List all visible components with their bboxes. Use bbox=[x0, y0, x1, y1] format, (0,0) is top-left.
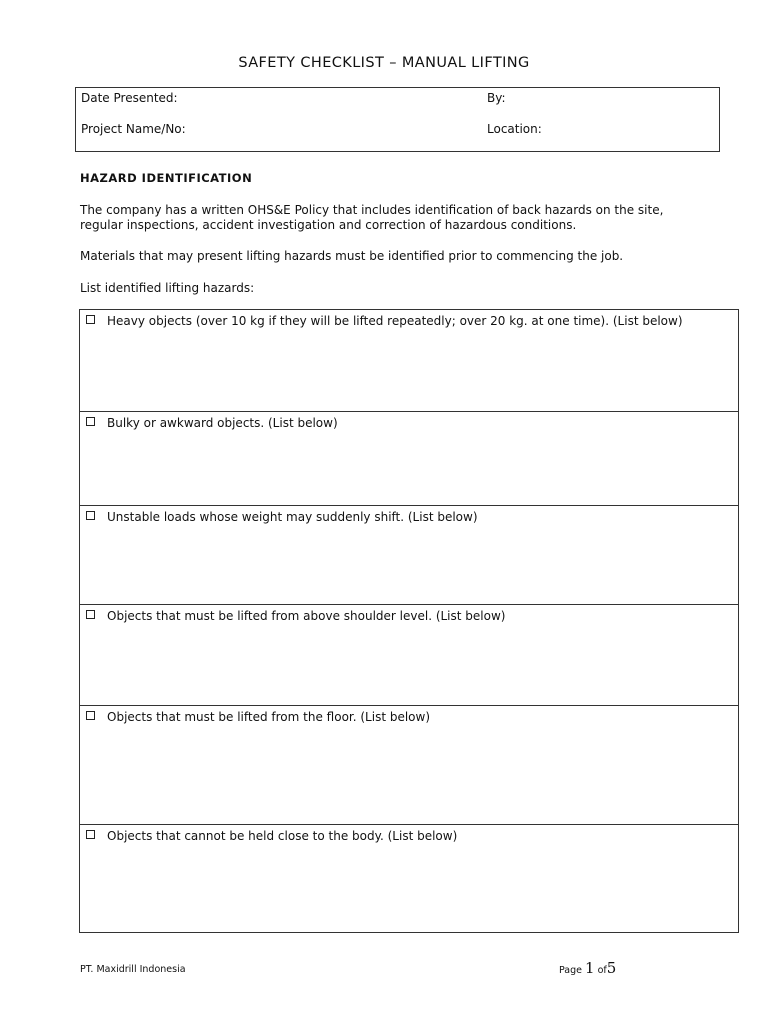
materials-paragraph: Materials that may present lifting hazards must be identified prior to commencing the job. bbox=[80, 249, 624, 263]
by-label: By: bbox=[487, 91, 506, 105]
page-word: Page bbox=[559, 965, 582, 976]
hazard-label: Objects that must be lifted from the floor. (List below) bbox=[107, 710, 431, 724]
hazard-label: Bulky or awkward objects. (List below) bbox=[107, 416, 338, 430]
checkbox-unstable-loads[interactable] bbox=[86, 511, 95, 520]
hazard-row bbox=[80, 310, 738, 412]
checkbox-heavy-objects[interactable] bbox=[86, 315, 95, 324]
hazard-checklist-table bbox=[79, 309, 739, 933]
checkbox-not-close-body[interactable] bbox=[86, 830, 95, 839]
hazard-row bbox=[80, 506, 738, 605]
date-presented-label: Date Presented: bbox=[81, 91, 178, 105]
hazard-label: Heavy objects (over 10 kg if they will be lifted repeatedly; over 20 kg. at one time). (List below) bbox=[107, 314, 683, 328]
project-name-label: Project Name/No: bbox=[81, 122, 186, 136]
hazard-row bbox=[80, 825, 738, 932]
footer-company-name: PT. Maxidrill Indonesia bbox=[80, 964, 186, 975]
hazard-row bbox=[80, 412, 738, 506]
policy-paragraph bbox=[80, 203, 740, 233]
policy-line-1: The company has a written OHS&E Policy that includes identification of back hazards on the site, bbox=[80, 203, 664, 217]
of-word: of bbox=[597, 965, 607, 976]
hazard-row bbox=[80, 605, 738, 706]
hazard-row bbox=[80, 706, 738, 825]
hazard-label: Objects that cannot be held close to the body. (List below) bbox=[107, 829, 458, 843]
page-total: 5 bbox=[606, 959, 617, 977]
document-title: SAFETY CHECKLIST – MANUAL LIFTING bbox=[238, 55, 530, 71]
page-current: 1 bbox=[585, 959, 595, 977]
location-label: Location: bbox=[487, 122, 542, 136]
checkbox-bulky-objects[interactable] bbox=[86, 417, 95, 426]
page-number bbox=[559, 959, 616, 977]
hazard-label: Objects that must be lifted from above shoulder level. (List below) bbox=[107, 609, 506, 623]
checkbox-above-shoulder[interactable] bbox=[86, 610, 95, 619]
list-hazards-prompt: List identified lifting hazards: bbox=[80, 281, 255, 295]
hazard-label: Unstable loads whose weight may suddenly shift. (List below) bbox=[107, 510, 478, 524]
checkbox-from-floor[interactable] bbox=[86, 711, 95, 720]
policy-line-2: regular inspections, accident investigation and correction of hazardous conditions. bbox=[80, 218, 577, 232]
header-info-box bbox=[75, 87, 720, 152]
hazard-identification-heading: HAZARD IDENTIFICATION bbox=[80, 171, 253, 185]
